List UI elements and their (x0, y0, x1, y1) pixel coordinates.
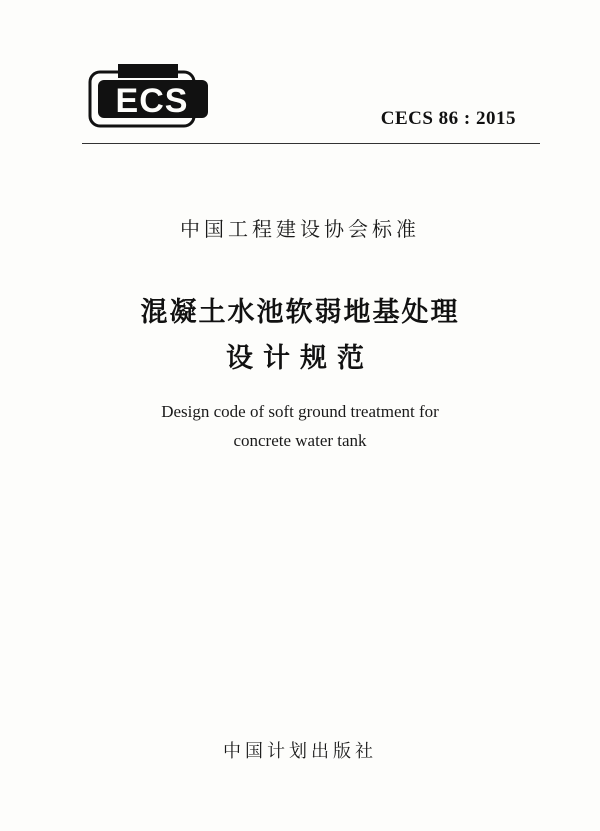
ecs-logo-graphic (88, 62, 212, 128)
title-line-2: 设计规范 (226, 343, 374, 374)
english-title-line-2: concrete water tank (233, 431, 367, 450)
title-line-1: 混凝土水池软弱地基处理 (140, 297, 460, 328)
association-name: 中国工程建设协会标准 (180, 217, 420, 241)
document-title (0, 290, 600, 382)
english-title-line-1: Design code of soft ground treatment for (161, 402, 439, 421)
header-divider (82, 143, 540, 144)
svg-text:ECS: ECS (115, 82, 189, 120)
english-title (0, 397, 600, 455)
standard-code: CECS 86 : 2015 (380, 108, 516, 129)
ecs-logo (88, 62, 212, 128)
publisher-name: 中国计划出版社 (223, 741, 377, 762)
